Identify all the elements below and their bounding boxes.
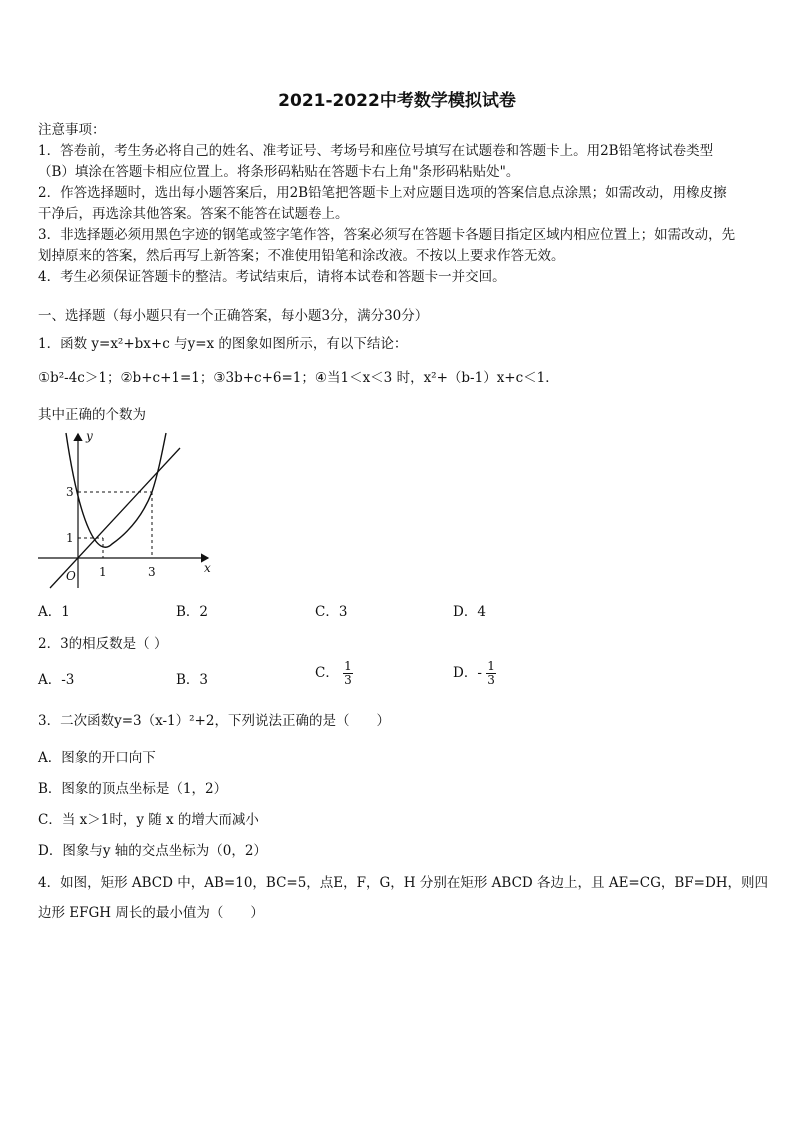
q1-prompt: 其中正确的个数为 — [38, 407, 146, 423]
fraction-one-third — [486, 660, 496, 687]
page-title: 2021-2022中考数学模拟试卷 — [278, 91, 516, 111]
q1-graph — [32, 428, 222, 590]
q4-line2: 边形 EFGH 周长的最小值为（ ） — [38, 905, 264, 921]
q1-option-c: C．3 — [315, 604, 348, 620]
section-heading: 一、选择题（每小题只有一个正确答案，每小题3分，满分30分） — [38, 308, 429, 324]
notes-line: 3．非选择题必须用黑色字迹的钢笔或签字笔作答，答案必须写在答题卡各题目指定区域内相应位置上；如需改动，先 — [38, 227, 736, 243]
x-axis-label: x — [204, 561, 211, 575]
fraction-one-third — [343, 660, 353, 687]
q2-option-c — [315, 660, 353, 687]
q3-option-d: D．图象与y 轴的交点坐标为（0，2） — [38, 843, 267, 859]
notes-line: 干净后，再选涂其他答案。答案不能答在试题卷上。 — [38, 206, 349, 222]
fraction-numerator: 1 — [344, 659, 352, 673]
x-tick-label: 3 — [148, 565, 156, 579]
fraction-numerator: 1 — [487, 659, 495, 673]
notes-line: 4．考生必须保证答题卡的整洁。考试结束后，请将本试卷和答题卡一并交回。 — [38, 269, 506, 285]
q2-stem: 2．3的相反数是（ ） — [38, 636, 168, 652]
notes-line: 划掉原来的答案，然后再写上新答案；不准使用铅笔和涂改液。不按以上要求作答无效。 — [38, 248, 565, 264]
q3-option-a: A．图象的开口向下 — [38, 750, 156, 766]
q3-stem: 3．二次函数y=3（x-1）²+2，下列说法正确的是（ ） — [38, 713, 390, 729]
notes-line: （B）填涂在答题卡相应位置上。将条形码粘贴在答题卡右上角"条形码粘贴处"。 — [38, 164, 520, 180]
q2-option-d — [453, 660, 496, 687]
q1-stem: 1．函数 y=x²+bx+c 与y=x 的图象如图所示，有以下结论： — [38, 336, 408, 352]
notes-line: 2．作答选择题时，选出每小题答案后，用2B铅笔把答题卡上对应题目选项的答案信息点涂黑；如需改动，用橡皮擦 — [38, 185, 727, 201]
q3-option-c: C．当 x＞1时，y 随 x 的增大而减小 — [38, 812, 259, 828]
line-y-equals-x — [50, 448, 180, 588]
q4-line1: 4．如图，矩形 ABCD 中，AB=10，BC=5，点E，F，G，H 分别在矩形 ABCD 各边上，且 AE=CG，BF=DH，则四 — [38, 875, 769, 891]
q2-option-d-label: D．- — [453, 665, 482, 681]
fraction-denominator: 3 — [344, 673, 352, 687]
q2-option-a: A．-3 — [38, 672, 75, 688]
y-tick-label: 3 — [66, 485, 74, 499]
fraction-denominator: 3 — [487, 673, 495, 687]
q2-option-b: B．3 — [176, 672, 209, 688]
q1-option-d: D．4 — [453, 604, 486, 620]
origin-label: O — [66, 569, 76, 583]
y-axis-label: y — [86, 429, 93, 443]
notes-heading: 注意事项： — [38, 122, 106, 138]
q1-conclusions: ①b²-4c＞1；②b+c+1=1；③3b+c+6=1；④当1＜x＜3 时，x²+（b-1）x+c＜1． — [38, 370, 559, 386]
q3-option-b: B．图象的顶点坐标是（1，2） — [38, 781, 228, 797]
q1-option-b: B．2 — [176, 604, 209, 620]
x-tick-label: 1 — [99, 565, 107, 579]
q2-option-c-label: C． — [315, 665, 339, 681]
notes-line: 1．答卷前，考生务必将自己的姓名、准考证号、考场号和座位号填写在试题卷和答题卡上。用2B铅笔将试卷类型 — [38, 143, 714, 159]
y-tick-label: 1 — [66, 531, 74, 545]
q1-option-a: A．1 — [38, 604, 70, 620]
parabola — [66, 433, 166, 547]
